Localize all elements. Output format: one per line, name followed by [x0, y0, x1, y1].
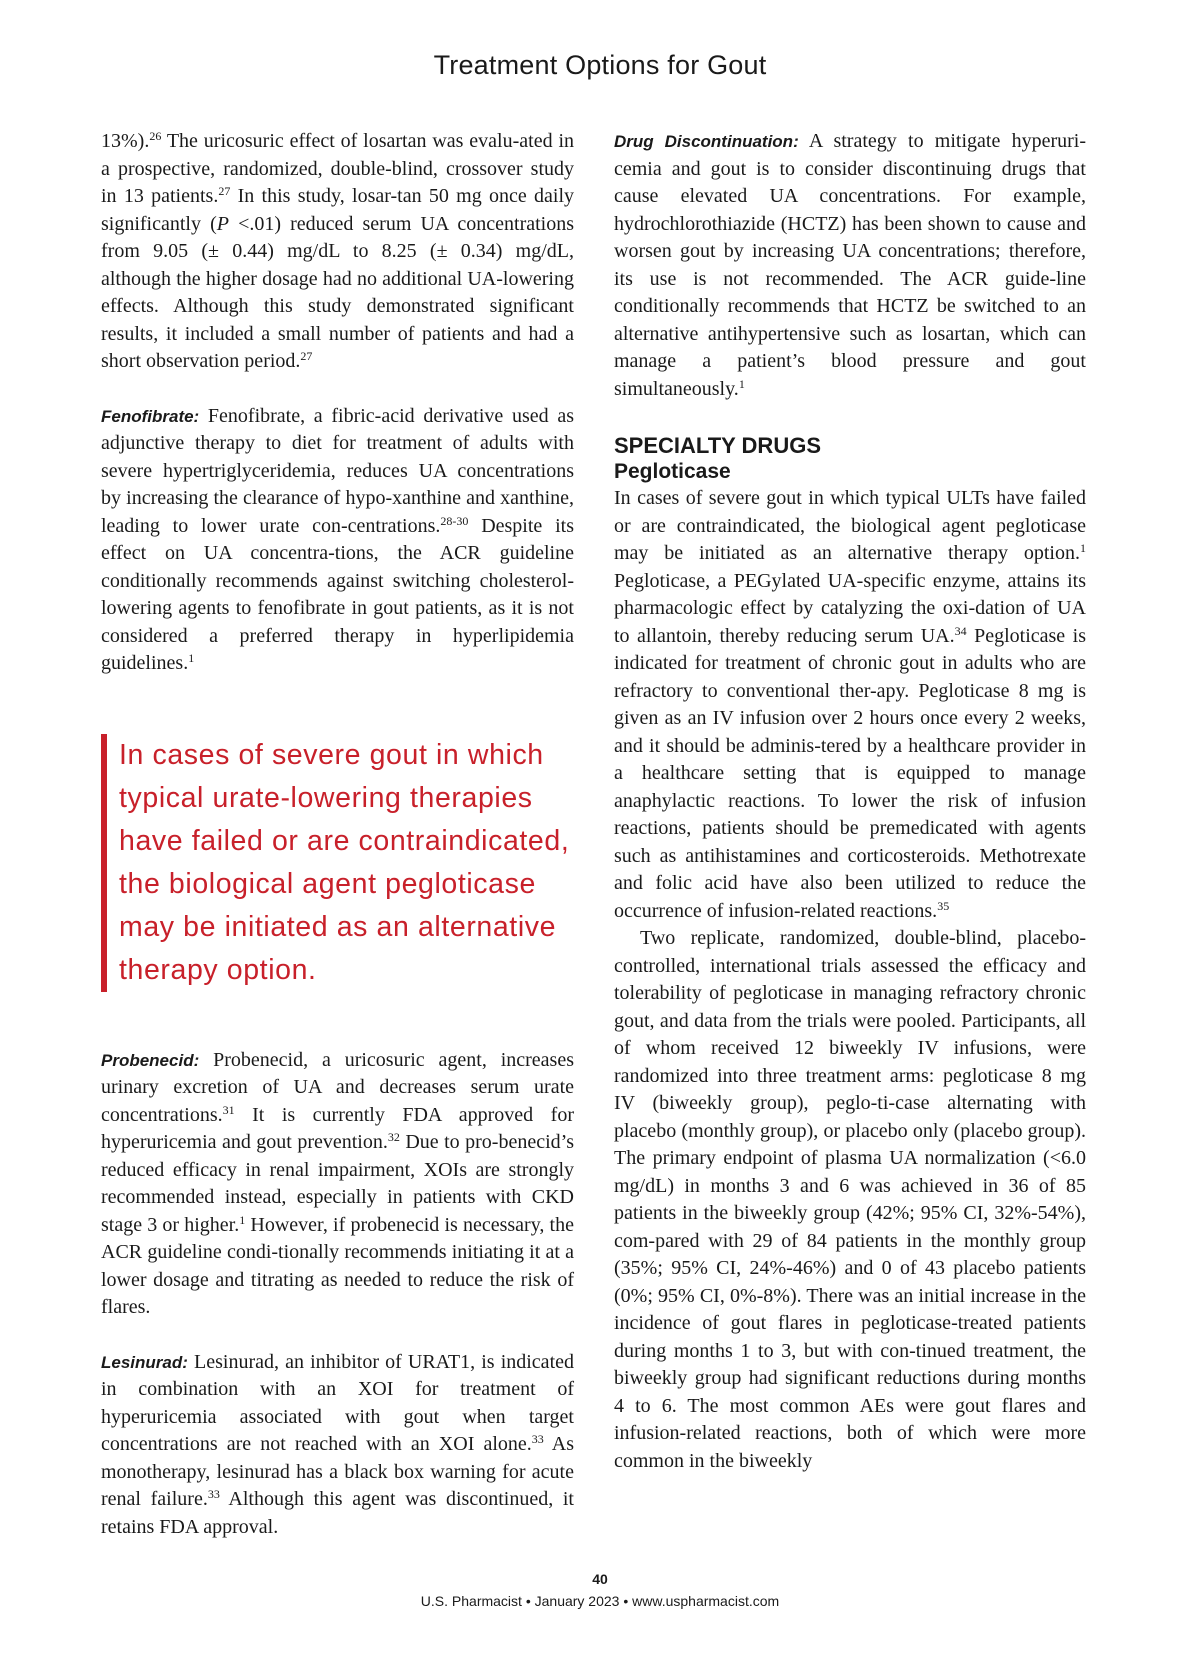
drug-discontinuation-runin-heading: Drug Discontinuation:: [614, 132, 799, 151]
lesinurad-runin-heading: Lesinurad:: [101, 1352, 188, 1372]
reference-marker: 28-30: [440, 513, 469, 528]
trials-paragraph: Two replicate, randomized, double-blind, placebo-controlled, international trials assessed the efficacy and tolerability of pegloticase in managing refractory chronic gout, and data from the trials were pooled. Participants, all of whom received 12 biweekly IV infusions, were randomized into three treatment arms: pegloticase 8 mg IV (biweekly group), peglo-ti-case alternating with placebo (monthly group), or placebo only (placebo group). The primary endpoint of plasma UA normalization (<6.0 mg/dL) in months 3 and 6 was achieved in 36 of 85 patients in the biweekly group (42%; 95% CI, 32%-54%), com-pared with 29 of 84 patients in the monthly group (35%; 95% CI, 24%-46%) and 0 of 43 placebo patients (0%; 95% CI, 0%-8%). There was an initial increase in the incidence of gout flares in pegloticase-treated patients during months 1 to 3, but with con-tinued treatment, the biweekly group had significant reductions during months 4 to 6. The most common AEs were gout flares and infusion-related reactions, both of which were more common in the biweekly: [614, 927, 1086, 1472]
pegloticase-paragraph: In cases of severe gout in which typical ULTs have failed or are contraindicated, the biological agent pegloticase may be initiated as an alternative therapy option.$^1$ Pegloticase, a PEGylated UA-specific enzyme, attains its pharmacologic effect by catalyzing the oxi-dation of UA to allantoin, thereby reducing serum UA.$^{34}$ Pegloticase is indicated for treatment of chronic gout in adults who are refractory to conventional ther-apy. Pegloticase 8 mg is given as an IV infusion over 2 hours once every 2 weeks, and it should be adminis-tered by a healthcare provider in a healthcare setting that is equipped to manage anaphylactic reactions. To lower the risk of infusion reactions, patients should be premedicated with agents such as antihistamines and corticosteroids. Methotrexate and folic acid have also been utilized to reduce the occurrence of infusion-related reactions.$^{35}$: [614, 487, 1086, 922]
publication-footer: U.S. Pharmacist • January 2023 • www.uspharmacist.com: [420, 1593, 780, 1609]
reference-marker: 35: [937, 898, 950, 913]
left-column: [101, 128, 574, 1541]
right-column: [614, 128, 1086, 1475]
pull-quote: [101, 734, 574, 992]
reference-marker: 34: [954, 623, 967, 638]
drug-discontinuation-paragraph: Drug Discontinuation: A strategy to mitigate hyperuri-cemia and gout is to consider discontinuing drugs that cause elevated UA concentrations. For example, hydrochlorothiazide (HCTZ) has been shown to cause and worsen gout by increasing UA concentrations; therefore, its use is not recommended. The ACR guide-line conditionally recommends that HCTZ be switched to an alternative antihypertensive such as losartan, which can manage a patient’s blood pressure and gout simultaneously.$^1$: [614, 130, 1086, 400]
reference-marker: 1: [738, 376, 745, 391]
pull-quote-text: In cases of severe gout in which typical urate-lowering therapies have failed or are contraindicated, the biological agent pegloticase may be initiated as an alternative therapy option.: [119, 738, 570, 986]
section-heading: SPECIALTY DRUGS: [614, 433, 821, 458]
reference-marker: 31: [222, 1102, 235, 1117]
losartan-paragraph: 13%).$^{26}$ The uricosuric effect of losartan was evalu-ated in a prospective, randomized, double-blind, crossover study in 13 patients.$^{27}$ In this study, losar-tan 50 mg once daily significantly (P <.01) reduced serum UA concentrations from 9.05 (± 0.44) mg/dL to 8.25 (± 0.34) mg/dL, although the higher dosage had no additional UA-lowering effects. Although this study demonstrated significant results, it included a small number of patients and had a short observation period.$^{27}$: [101, 129, 575, 372]
reference-marker: 32: [387, 1130, 400, 1144]
fenofibrate-paragraph: Fenofibrate: Fenofibrate, a fibric-acid derivative used as adjunctive therapy to diet for treatment of adults with severe hypertriglyceridemia, reduces UA concentrations by increasing the clearance of hypo-xanthine and xanthine, leading to lower urate con-centrations.$^{28-30}$ Despite its effect on UA concentra-tions, the ACR guideline conditionally recommends against switching cholesterol-lowering agents to fenofibrate in gout patients, as it is not considered a preferred therapy in hyperlipidemia guidelines.$^1$: [101, 404, 574, 674]
page-number: 40: [592, 1571, 608, 1587]
reference-marker: 1: [188, 651, 195, 665]
reference-marker: 27: [300, 349, 313, 363]
reference-marker: 26: [149, 129, 162, 143]
probenecid-paragraph: Probenecid: Probenecid, a uricosuric agent, increases urinary excretion of UA and decreases serum urate concentrations.$^{31}$ It is currently FDA approved for hyperuricemia and gout prevention.$^{32}$ Due to pro-benecid’s reduced efficacy in renal impairment, XOIs are strongly recommended instead, especially in patients with CKD stage 3 or higher.$^1$ However, if probenecid is necessary, the ACR guideline condi-tionally recommends initiating it at a lower dosage and titrating as needed to reduce the risk of flares.: [101, 1048, 574, 1318]
reference-marker: 1: [1080, 541, 1086, 555]
lesinurad-paragraph: Lesinurad: Lesinurad, an inhibitor of URAT1, is indicated in combination with an XOI for treatment of hyperuricemia associated with gout when target concentrations are not reached with an XOI alone.$^{33}$ As monotherapy, lesinurad has a black box warning for acute renal failure.$^{33}$ Although this agent was discontinued, it retains FDA approval.: [101, 1350, 574, 1538]
fenofibrate-runin-heading: Fenofibrate:: [101, 406, 200, 426]
reference-marker: 33: [531, 1432, 544, 1446]
reference-marker: 1: [239, 1212, 246, 1227]
probenecid-runin-heading: Probenecid:: [101, 1050, 200, 1070]
reference-marker: 27: [218, 184, 231, 198]
reference-marker: 33: [207, 1487, 220, 1501]
subsection-heading: Pegloticase: [614, 460, 731, 483]
running-title: Treatment Options for Gout: [433, 50, 767, 80]
